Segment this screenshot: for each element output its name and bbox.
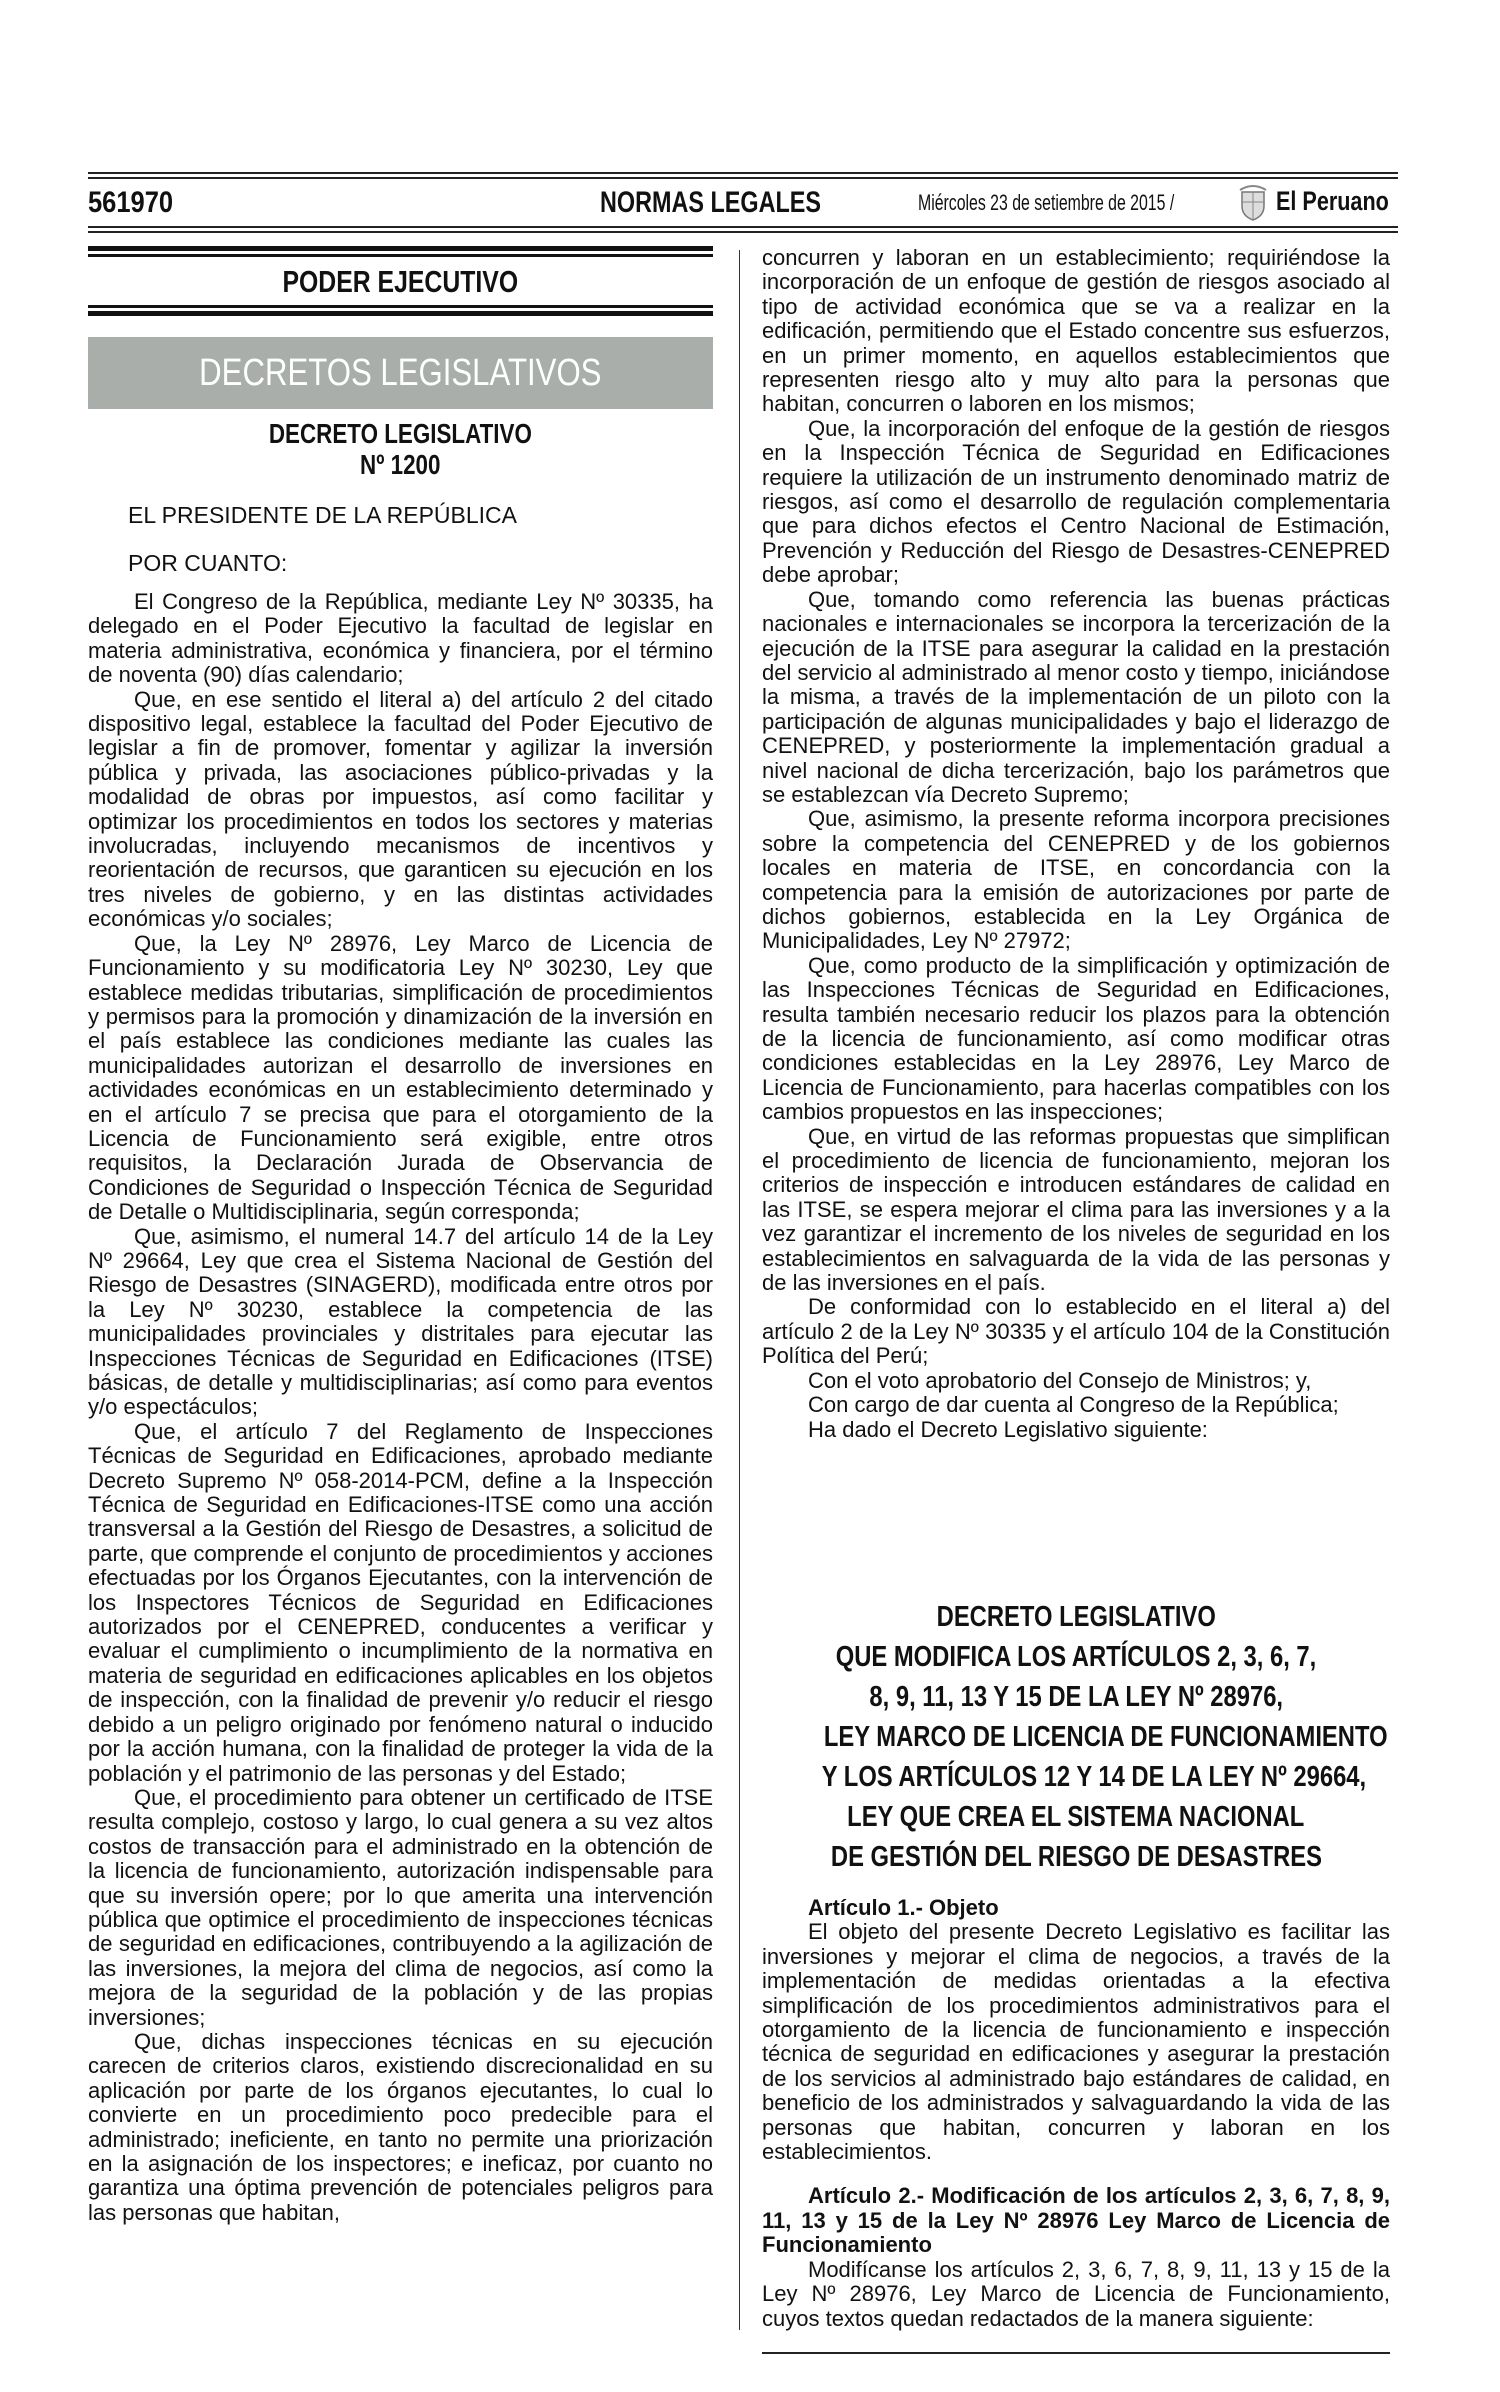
bottom-rule [762, 2352, 1390, 2354]
paragraph: Con cargo de dar cuenta al Congreso de la República; [808, 1392, 1339, 1418]
paragraph: Que, asimismo, el numeral 14.7 del artículo 14 de la Ley Nº 29664, Ley que crea el Sistema Nacional de Gestión del Riesgo de Desastres (SINAGERD), modificada entre otros por la Ley Nº 30230, establece la competencia de las municipalidades provinciales y distritales para ejecutar las Inspecciones Técnicas de Seguridad en Edificaciones (ITSE) básicas, de detalle y multidisciplinarias; así como para eventos y/o espectáculos; [88, 1223, 713, 1420]
title-line: 8, 9, 11, 13 Y 15 DE LA LEY Nº 28976, [869, 1681, 1283, 1713]
left-column-body [88, 590, 713, 2350]
paragraph: Que, asimismo, la presente reforma incorpora precisiones sobre la competencia del CENEPRED y de los gobiernos locales en materia de ITSE, en concordancia con la competencia para la emisión de autorizaciones por parte de dichos gobiernos, establecida en la Ley Orgánica de Municipalidades, Ley Nº 27972; [762, 806, 1390, 954]
article-2-heading: Artículo 2.- Modificación de los artículos 2, 3, 6, 7, 8, 9, 11, 13 y 15 de la Ley Nº 28976 Ley Marco de Licencia de Funcionamiento [762, 2183, 1390, 2258]
paragraph: Que, en ese sentido el literal a) del artículo 2 del citado dispositivo legal, establece la facultad del Poder Ejecutivo de legislar a fin de promover, fomentar y agilizar la inversión pública y privada, las asociaciones público-privadas y la modalidad de obras por impuestos, así como facilitar y optimizar los procedimientos en todos los sectores y materias involucradas, incluyendo mecanismos de incentivos y reorientación de recursos, que garanticen su ejecución en los tres niveles de gobierno, y en las distintas actividades económicas y/o sociales; [88, 686, 713, 932]
branch-heading [88, 264, 713, 300]
header-bottom-rule [88, 226, 1398, 233]
title-line: QUE MODIFICA LOS ARTÍCULOS 2, 3, 6, 7, [835, 1641, 1317, 1673]
paragraph: Que, el procedimiento para obtener un certificado de ITSE resulta complejo, costoso y largo, lo cual genera a su vez altos costos de transacción para el administrado en la obtención de la licencia de funcionamiento, autorización indispensable para que su inversión opere; por lo que amerita una intervención pública que optimice el procedimiento de inspecciones técnicas de seguridad en edificaciones, contribuyendo a la agilización de las inversiones, la mejora del clima de negocios, así como la mejora de la seguridad de la población y de las propias inversiones; [88, 1784, 713, 2030]
header-top-rule [88, 172, 1398, 179]
article-1-heading: Artículo 1.- Objeto [808, 1896, 999, 1920]
paragraph-continuation: concurren y laboran en un establecimiento; requiriéndose la incorporación de un enfoque de gestión de riesgos asociado al tipo de actividad económica que se va a realizar en la edificación, permitiendo que el Estado concentre sus esfuerzos, en un primer momento, en aquellos establecimientos que representen riesgo alto y muy alto para la personas que habitan, concurren o laboren en los mismos; [762, 246, 1390, 417]
section-name-text: NORMAS LEGALES [600, 186, 822, 219]
title-line: Y LOS ARTÍCULOS 12 Y 14 DE LA LEY Nº 29664, [821, 1761, 1367, 1793]
branch-heading-text: PODER EJECUTIVO [282, 264, 519, 299]
paragraph: Que, tomando como referencia las buenas prácticas nacionales e internacionales se incorpora la tercerización de la ejecución de la ITSE para asegurar la calidad en la prestación del servicio al administrado al menor costo y tiempo, iniciándose la misma, a través de la implementación de un piloto con la participación de algunas municipalidades y bajo el liderazgo de CENEPRED, y posteriormente la implementación gradual a nivel nacional de dicha tercerización, bajo los parámetros que se establezcan vía Decreto Supremo; [762, 586, 1390, 807]
title-line: DECRETO LEGISLATIVO [936, 1601, 1216, 1633]
category-banner-text: DECRETOS LEGISLATIVOS [199, 351, 602, 394]
paragraph: Que, dichas inspecciones técnicas en su ejecución carecen de criterios claros, existiendo discrecionalidad en su aplicación por parte de los órganos ejecutantes, lo cual lo convierte en un procedimiento poco predecible para el administrado; ineficiente, en tanto no permite una priorización en la asignación de los inspectores; e ineficaz, por cuanto no garantiza una óptima prevención de potenciales peligros para las personas que habitan, [88, 2028, 713, 2225]
category-banner [88, 337, 713, 409]
articles [762, 1896, 1390, 2346]
title-line: LEY MARCO DE LICENCIA DE FUNCIONAMIENTO [823, 1721, 1388, 1753]
title-line: LEY QUE CREA EL SISTEMA NACIONAL [847, 1801, 1305, 1833]
title-line: DE GESTIÓN DEL RIESGO DE DESASTRES [830, 1841, 1322, 1873]
por-cuanto: POR CUANTO: [128, 550, 288, 576]
paragraph: Que, como producto de la simplificación y optimización de las Inspecciones Técnicas de Seguridad en Edificaciones, resulta también necesario reducir los plazos para la obtención de la licencia de funcionamiento, así como modificar otras condiciones establecidas en la Ley 28976, Ley Marco de Licencia de Funcionamiento, para hacerlas compatibles con los cambios propuestos en las inspecciones; [762, 952, 1390, 1125]
section-top-bars [88, 246, 713, 257]
paragraph: Que, el artículo 7 del Reglamento de Inspecciones Técnicas de Seguridad en Edificaciones, aprobado mediante Decreto Supremo Nº 058-2014-PCM, define a la Inspección Técnica de Seguridad en Edificaciones-ITSE como una acción transversal a la Gestión del Riesgo de Desastres, a solicitud de parte, que comprende el conjunto de procedimientos y acciones efectuadas por los Órganos Ejecutantes, con la intervención de los Inspectores Técnicos de Seguridad en Edificaciones autorizados por el CENEPRED, conducentes a verificar y evaluar el cumplimiento o incumplimiento de la normativa en materia de seguridad en edificaciones aplicables en los objetos de inspección, con la finalidad de prevenir y/o reducir el riesgo debido a un peligro originado por fenómeno natural o inducido por la acción humana, con la finalidad de proteger la vida de la población y el patrimonio de las personas y del Estado; [88, 1418, 713, 1786]
article-2-body: Modifícanse los artículos 2, 3, 6, 7, 8, 9, 11, 13 y 15 de la Ley Nº 28976, Ley Marco de Licencia de Funcionamiento, cuyos textos quedan redactados de la manera siguiente: [762, 2256, 1390, 2331]
article-1-body: El objeto del presente Decreto Legislativo es facilitar las inversiones y mejorar el clima de negocios, a través de la implementación de medidas orientadas a la efectiva simplificación de los procedimientos administrativos para el otorgamiento de la licencia de funcionamiento e inspección técnica de seguridad en edificaciones y asegurar la prestación de los servicios al administrado bajo estándares de calidad, en beneficio de los administrados y salvaguardando la vida de las personas que habitan, concurren y laboran en los establecimientos. [762, 1919, 1390, 2165]
paragraph: Que, en virtud de las reformas propuestas que simplifican el procedimiento de licencia de funcionamiento, mejoran los criterios de inspección e introducen estándares de calidad en las ITSE, se espera mejorar el clima para las inversiones y a la vez garantizar el incremento de los niveles de seguridad en los establecimientos en salvaguarda de la vida de las personas y de las inversiones en el país. [762, 1123, 1390, 1296]
page-number-text: 561970 [88, 186, 174, 219]
paragraph: De conformidad con lo establecido en el literal a) del artículo 2 de la Ley Nº 30335 y el artículo 104 de la Constitución Política del Perú; [762, 1294, 1390, 1369]
paragraph: El Congreso de la República, mediante Ley Nº 30335, ha delegado en el Poder Ejecutivo la facultad de legislar en materia administrativa, económica y financiera, por el término de noventa (90) días calendario; [88, 590, 713, 688]
right-column-body [762, 246, 1390, 1571]
page-number [88, 186, 188, 222]
peru-coat-of-arms-icon [1238, 184, 1268, 224]
decree-full-title [762, 1597, 1390, 1877]
decree-title [88, 418, 713, 480]
president-line: EL PRESIDENTE DE LA REPÚBLICA [128, 502, 518, 528]
section-name [600, 186, 883, 222]
publication-date [918, 190, 1274, 226]
section-bottom-bars [88, 305, 713, 316]
paragraph: Ha dado el Decreto Legislativo siguiente: [808, 1416, 1208, 1442]
paragraph: Que, la incorporación del enfoque de la gestión de riesgos en la Inspección Técnica de Seguridad en Edificaciones requiere la utilización de un instrumento denominado matriz de riesgos, así como el desarrollo de regulación complementaria que para dichos efectos el Centro Nacional de Estimación, Prevención y Reducción del Riesgo de Desastres-CENEPRED debe aprobar; [762, 415, 1390, 588]
decree-number: Nº 1200 [360, 449, 441, 480]
paragraph: Con el voto aprobatorio del Consejo de Ministros; y, [808, 1367, 1312, 1393]
decree-title-text: DECRETO LEGISLATIVO [268, 418, 533, 449]
publication-name [1276, 186, 1417, 222]
publication-name-text: El Peruano [1276, 186, 1389, 216]
publication-date-text: Miércoles 23 de setiembre de 2015 / [918, 190, 1175, 215]
column-divider [739, 250, 740, 2330]
paragraph: Que, la Ley Nº 28976, Ley Marco de Licencia de Funcionamiento y su modificatoria Ley Nº 30230, Ley que establece medidas tributarias, simplificación de procedimientos y permisos para la promoción y dinamización de la inversión en el país establece las condiciones mediante las cuales las municipalidades autorizan el desarrollo de inversiones en actividades económicas en un establecimiento determinado y en el artículo 7 se precisa que para el otorgamiento de la Licencia de Funcionamiento será exigible, entre otros requisitos, la Declaración Jurada de Observancia de Condiciones de Seguridad o Inspección Técnica de Seguridad de Detalle o Multidisciplinaria, según corresponda; [88, 930, 713, 1225]
